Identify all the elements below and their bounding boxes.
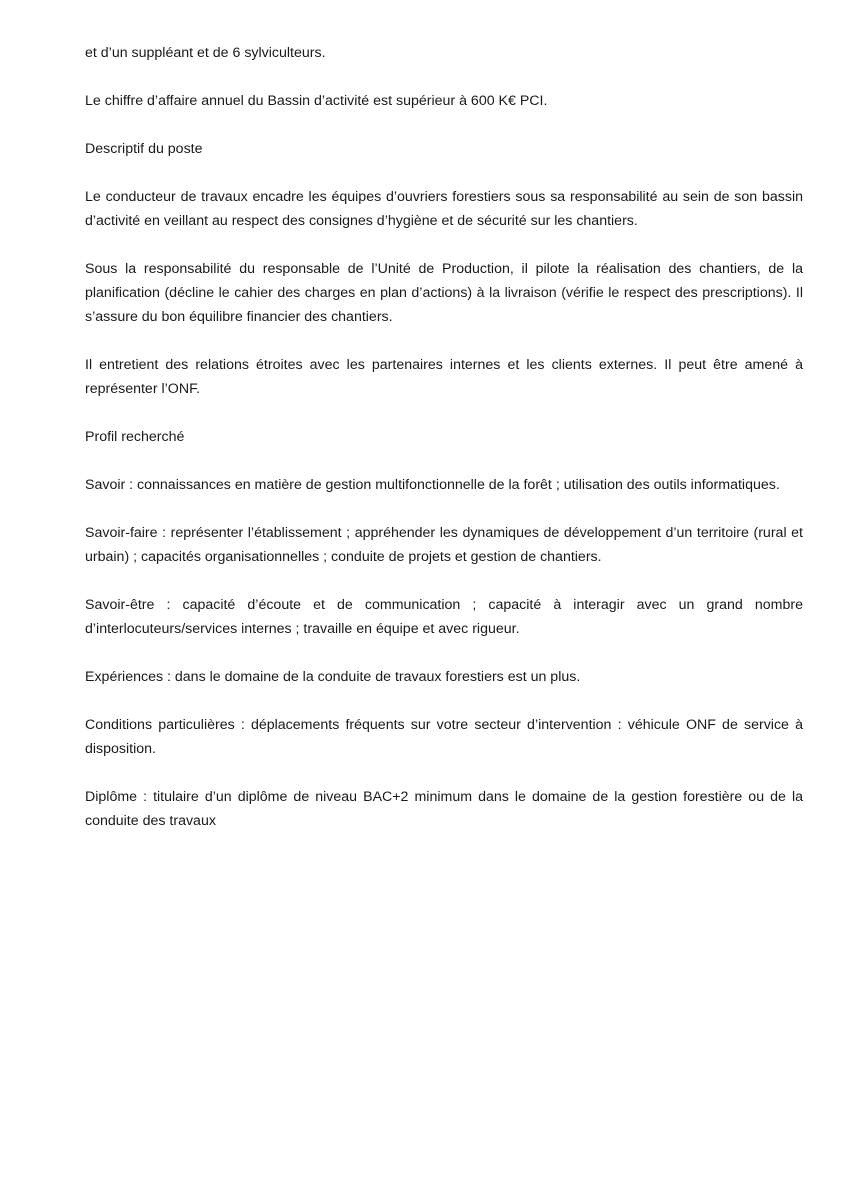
section-heading-profil: Profil recherché [85, 429, 185, 445]
intro-paragraph-2: Le chiffre d’affaire annuel du Bassin d’activité est supérieur à 600 K€ PCI. [85, 93, 548, 109]
document-body [85, 41, 803, 857]
intro-paragraph-1: et d’un suppléant et de 6 sylviculteurs. [85, 45, 326, 61]
profil-paragraph-savoir-faire: Savoir-faire : représenter l’établissement ; appréhender les dynamiques de développement d’un territoire (rural et urbain) ; capacités organisationnelles ; conduite de projets et gestion de chantiers. [85, 525, 803, 565]
profil-paragraph-diplome: Diplôme : titulaire d’un diplôme de niveau BAC+2 minimum dans le domaine de la gestion forestière ou de la conduite des travaux [85, 789, 803, 829]
profil-paragraph-savoir-etre: Savoir-être : capacité d’écoute et de communication ; capacité à interagir avec un grand nombre d’interlocuteurs/services internes ; travaille en équipe et avec rigueur. [85, 597, 803, 637]
descriptif-paragraph-3: Il entretient des relations étroites avec les partenaires internes et les clients externes. Il peut être amené à représenter l’ONF. [85, 357, 803, 397]
section-heading-descriptif: Descriptif du poste [85, 141, 203, 157]
profil-paragraph-savoir: Savoir : connaissances en matière de gestion multifonctionnelle de la forêt ; utilisation des outils informatiques. [85, 477, 780, 493]
profil-paragraph-conditions: Conditions particulières : déplacements fréquents sur votre secteur d’intervention : véhicule ONF de service à disposition. [85, 717, 803, 757]
profil-paragraph-experiences: Expériences : dans le domaine de la conduite de travaux forestiers est un plus. [85, 669, 581, 685]
descriptif-paragraph-1: Le conducteur de travaux encadre les équipes d’ouvriers forestiers sous sa responsabilité au sein de son bassin d’activité en veillant au respect des consignes d’hygiène et de sécurité sur les chantiers. [85, 189, 803, 229]
descriptif-paragraph-2: Sous la responsabilité du responsable de l’Unité de Production, il pilote la réalisation des chantiers, de la planification (décline le cahier des charges en plan d’actions) à la livraison (vérifie le respect des prescriptions). Il s’assure du bon équilibre financier des chantiers. [85, 261, 803, 325]
